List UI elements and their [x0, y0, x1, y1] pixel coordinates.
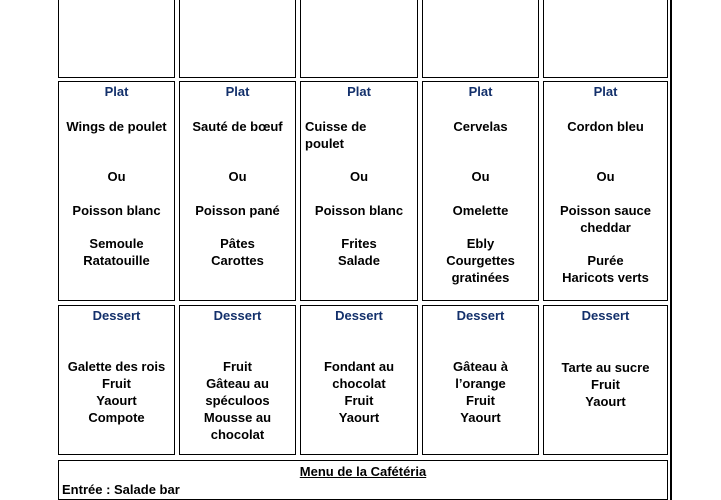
page-frame-right	[670, 0, 672, 500]
plat-alt: Omelette	[452, 203, 509, 218]
plat-ou: Ou	[349, 169, 369, 184]
plat-header: Plat	[347, 84, 371, 99]
dessert-cell-1	[58, 305, 175, 455]
dessert-item: Fruit	[223, 359, 252, 374]
dessert-item: Yaourt	[338, 410, 380, 425]
dessert-item: Fruit	[591, 377, 620, 392]
plat-side2: Courgettes gratinées	[446, 253, 515, 285]
entree-cell-5	[543, 0, 668, 78]
dessert-header: Dessert	[92, 308, 141, 323]
dessert-item: Tarte au sucre	[561, 360, 650, 375]
entree-cell-1	[58, 0, 175, 78]
dessert-item: Galette des rois	[67, 359, 166, 374]
plat-alt: Poisson pané	[195, 203, 280, 218]
plat-ou: Ou	[471, 169, 490, 184]
plat-side1: Semoule	[89, 236, 144, 251]
dessert-item: Fruit	[102, 376, 131, 391]
dessert-item: Yaourt	[585, 394, 626, 409]
dessert-item: Fondant au chocolat	[323, 359, 395, 391]
plat-header: Plat	[104, 84, 129, 99]
dessert-item: Fruit	[344, 393, 374, 408]
plat-main: Cervelas	[453, 119, 508, 134]
plat-header: Plat	[593, 84, 618, 99]
entree-cell-2	[179, 0, 296, 78]
dessert-header: Dessert	[213, 308, 262, 323]
cafeteria-entree-line: Entrée : Salade bar	[62, 482, 180, 497]
plat-alt: Poisson blanc	[72, 203, 161, 218]
dessert-item: Fruit	[466, 393, 495, 408]
plat-alt: Poisson blanc	[314, 203, 404, 218]
entree-cell-4	[422, 0, 539, 78]
dessert-header: Dessert	[456, 308, 505, 323]
entree-cell-3	[300, 0, 418, 78]
dessert-item: Gâteau au spéculoos	[205, 376, 270, 408]
plat-header: Plat	[225, 84, 250, 99]
plat-cell-1	[58, 81, 175, 301]
plat-alt: Poisson sauce cheddar	[559, 203, 652, 235]
dessert-item: Yaourt	[96, 393, 137, 408]
plat-side2: Carottes	[211, 253, 264, 268]
dessert-item: Gâteau à l’orange	[453, 359, 508, 391]
plat-side1: Ebly	[466, 236, 495, 251]
dessert-cell-2	[179, 305, 296, 455]
dessert-cell-3	[300, 305, 418, 455]
cafeteria-title: Menu de la Cafétéria	[299, 464, 427, 479]
plat-main: Cordon bleu	[567, 119, 644, 134]
dessert-header: Dessert	[335, 308, 383, 323]
dessert-cell-4	[422, 305, 539, 455]
cafeteria-section	[58, 460, 668, 500]
plat-side1: Purée	[587, 253, 624, 268]
plat-ou: Ou	[228, 169, 247, 184]
plat-ou: Ou	[596, 169, 615, 184]
plat-cell-4	[422, 81, 539, 301]
plat-side2: Ratatouille	[83, 253, 150, 268]
dessert-item: Yaourt	[460, 410, 501, 425]
plat-main: Cuisse de poulet	[305, 119, 367, 151]
plat-cell-3	[300, 81, 418, 301]
dessert-item: Mousse au chocolat	[203, 410, 272, 442]
plat-cell-5	[543, 81, 668, 301]
plat-ou: Ou	[107, 169, 126, 184]
dessert-item: Compote	[88, 410, 145, 425]
plat-side2: Salade	[338, 253, 380, 268]
plat-main: Sauté de bœuf	[192, 119, 283, 134]
plat-side1: Frites	[341, 236, 377, 251]
plat-side2: Haricots verts	[562, 270, 649, 285]
plat-side1: Pâtes	[220, 236, 255, 251]
plat-cell-2	[179, 81, 296, 301]
plat-main: Wings de poulet	[66, 119, 167, 134]
dessert-header: Dessert	[581, 308, 630, 323]
dessert-cell-5	[543, 305, 668, 455]
plat-header: Plat	[468, 84, 493, 99]
